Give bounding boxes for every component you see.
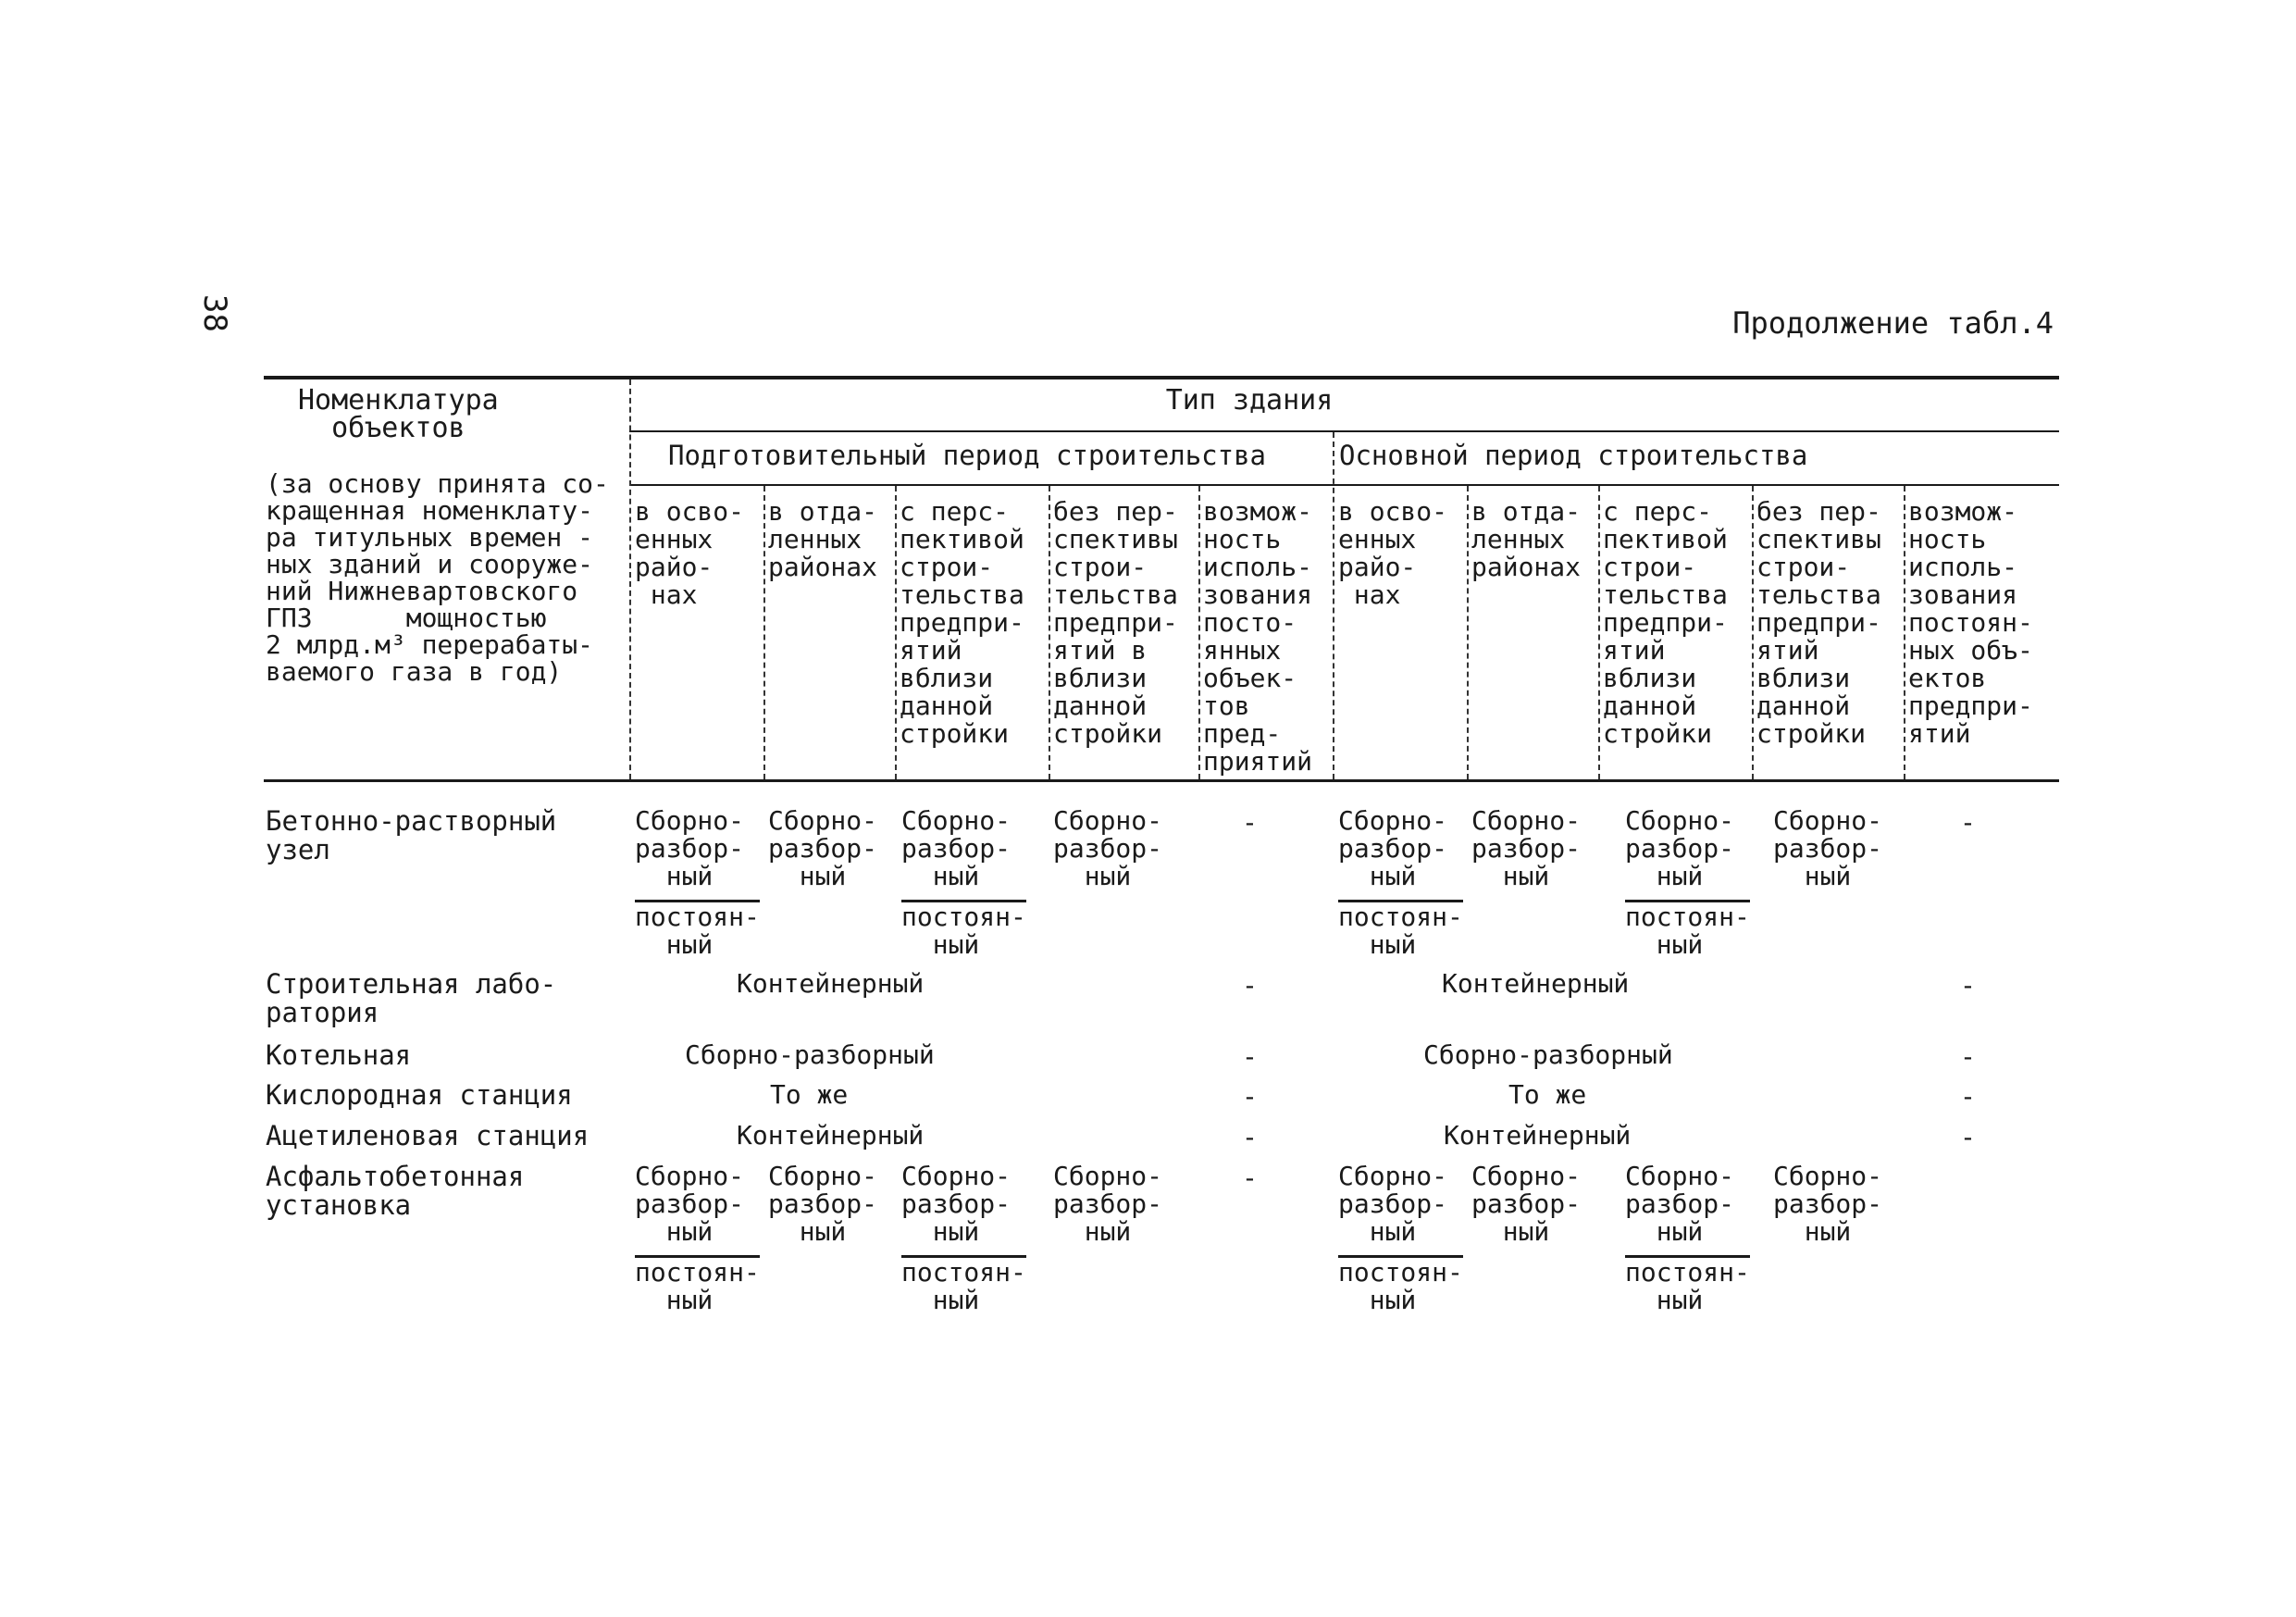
r5-main-dash: - [1960,1122,1976,1152]
r1-c3-bottom [901,900,1026,959]
r5-prep-dash: - [1242,1122,1258,1152]
r4-main: То же [1508,1079,1587,1110]
r1-c6-fraction: постоян- ный [1338,902,1463,960]
r1-c6-top: Сборно- разбор- ный [1338,805,1448,891]
r5-prep: Контейнерный [737,1120,925,1151]
r6-c1-fraction: постоян- ный [635,1257,760,1315]
subheader-prep-2: в отда- ленных районах [768,496,878,582]
rule-under-type [629,430,2059,432]
r6-c6-fraction: постоян- ный [1338,1257,1463,1315]
r1-c7: Сборно- разбор- ный [1471,805,1582,891]
col-sep-6 [1333,432,1334,779]
subheader-prep-1: в осво- енных райо- нах [635,496,745,610]
r1-c1-bottom [635,900,760,959]
header-building-type: Тип здания [1165,384,1334,417]
r3-main: Сборно-разборный [1423,1039,1673,1070]
col-sep-4 [1049,486,1050,779]
r6-c8-top: Сборно- разбор- ный [1625,1161,1735,1247]
col-sep-9 [1752,486,1754,779]
r6-c3-bottom [901,1255,1026,1314]
r2-main: Контейнерный [1442,968,1630,999]
r6-c5: - [1242,1163,1258,1193]
r1-c4: Сборно- разбор- ный [1053,805,1163,891]
r6-c1-top: Сборно- разбор- ный [635,1161,745,1247]
r6-c7: Сборно- разбор- ный [1471,1161,1582,1247]
page-number: 38 [196,294,233,332]
r2-prep: Контейнерный [737,968,925,999]
col-sep-8 [1598,486,1600,779]
r4-prep-dash: - [1242,1081,1258,1112]
row-name-1: Бетонно-растворный узел [266,805,557,865]
r4-main-dash: - [1960,1081,1976,1112]
row-name-2: Строительная лабо- ратория [266,968,557,1028]
r1-c10: - [1960,807,1976,838]
rule-under-periods [629,484,2059,486]
subheader-prep-3: с перс- пективой строи- тельства предпри- ятий вблизи данной стройки [900,496,1024,749]
col-sep-1 [629,379,631,779]
row-name-6: Асфальтобетонная установка [266,1161,525,1221]
r3-main-dash: - [1960,1041,1976,1072]
r3-prep-dash: - [1242,1041,1258,1072]
r6-c3-top: Сборно- разбор- ный [901,1161,1011,1247]
r1-c6-bottom [1338,900,1463,959]
header-main-period: Основной период строительства [1339,440,1808,471]
r6-c2: Сборно- разбор- ный [768,1161,878,1247]
r6-c4: Сборно- разбор- ный [1053,1161,1163,1247]
col-sep-10 [1904,486,1905,779]
r3-prep: Сборно-разборный [685,1039,935,1070]
r1-c8-bottom [1625,900,1750,959]
subheader-main-1: в осво- енных райо- нах [1338,496,1448,610]
r4-prep: То же [770,1079,849,1110]
subheader-main-3: с перс- пективой строи- тельства предпри- ятий вблизи данной стройки [1603,496,1728,749]
r6-c9: Сборно- разбор- ный [1773,1161,1883,1247]
r6-c3-fraction: постоян- ный [901,1257,1026,1315]
r1-c3-top: Сборно- разбор- ный [901,805,1011,891]
r6-c8-fraction: постоян- ный [1625,1257,1750,1315]
r6-c1-bottom [635,1255,760,1314]
r1-c8-top: Сборно- разбор- ный [1625,805,1735,891]
top-rule [264,376,2059,379]
r6-c6-bottom [1338,1255,1463,1314]
r6-c6-top: Сборно- разбор- ный [1338,1161,1448,1247]
subheader-prep-4: без пер- спективы строи- тельства предпри- ятий в вблизи данной стройки [1053,496,1178,749]
r1-c9: Сборно- разбор- ный [1773,805,1883,891]
header-nomenclature: Номенклатура объектов [298,384,499,444]
r1-c8-fraction: постоян- ный [1625,902,1750,960]
r1-c2: Сборно- разбор- ный [768,805,878,891]
col-sep-2 [763,486,765,779]
r6-c8-bottom [1625,1255,1750,1314]
col-sep-7 [1467,486,1469,779]
header-bottom-rule [264,779,2059,782]
row-name-3: Котельная [266,1039,412,1071]
r2-main-dash: - [1960,970,1976,1001]
col-sep-3 [895,486,897,779]
r1-c3-fraction: постоян- ный [901,902,1026,960]
r5-main: Контейнерный [1444,1120,1632,1151]
r1-c1-top: Сборно- разбор- ный [635,805,745,891]
subheader-main-2: в отда- ленных районах [1471,496,1582,582]
subheader-main-4: без пер- спективы строи- тельства предпри- ятий вблизи данной стройки [1756,496,1881,749]
row-name-4: Кислородная станция [266,1079,573,1111]
r2-prep-dash: - [1242,970,1258,1001]
header-nomenclature-note: (за основу принята со- кращенная номенклату- ра титульных времен - ных зданий и сооруже- ний Нижневартовского ГПЗ мощностью 2 млрд.м³ перерабаты- ваемого газа в год) [266,468,609,687]
r1-c1-fraction: постоян- ный [635,902,760,960]
header-prep-period: Подготовительный период строительства [668,440,1267,471]
col-sep-5 [1198,486,1200,779]
subheader-main-5: возмож- ность исполь- зования постоян- ных объ- ектов предпри- ятий [1908,496,2033,749]
row-name-5: Ацетиленовая станция [266,1120,590,1151]
table-caption: Продолжение табл.4 [1732,305,2054,341]
r1-c5: - [1242,807,1258,838]
subheader-prep-5: возмож- ность исполь- зования посто- янных объек- тов пред- приятий [1203,496,1313,777]
